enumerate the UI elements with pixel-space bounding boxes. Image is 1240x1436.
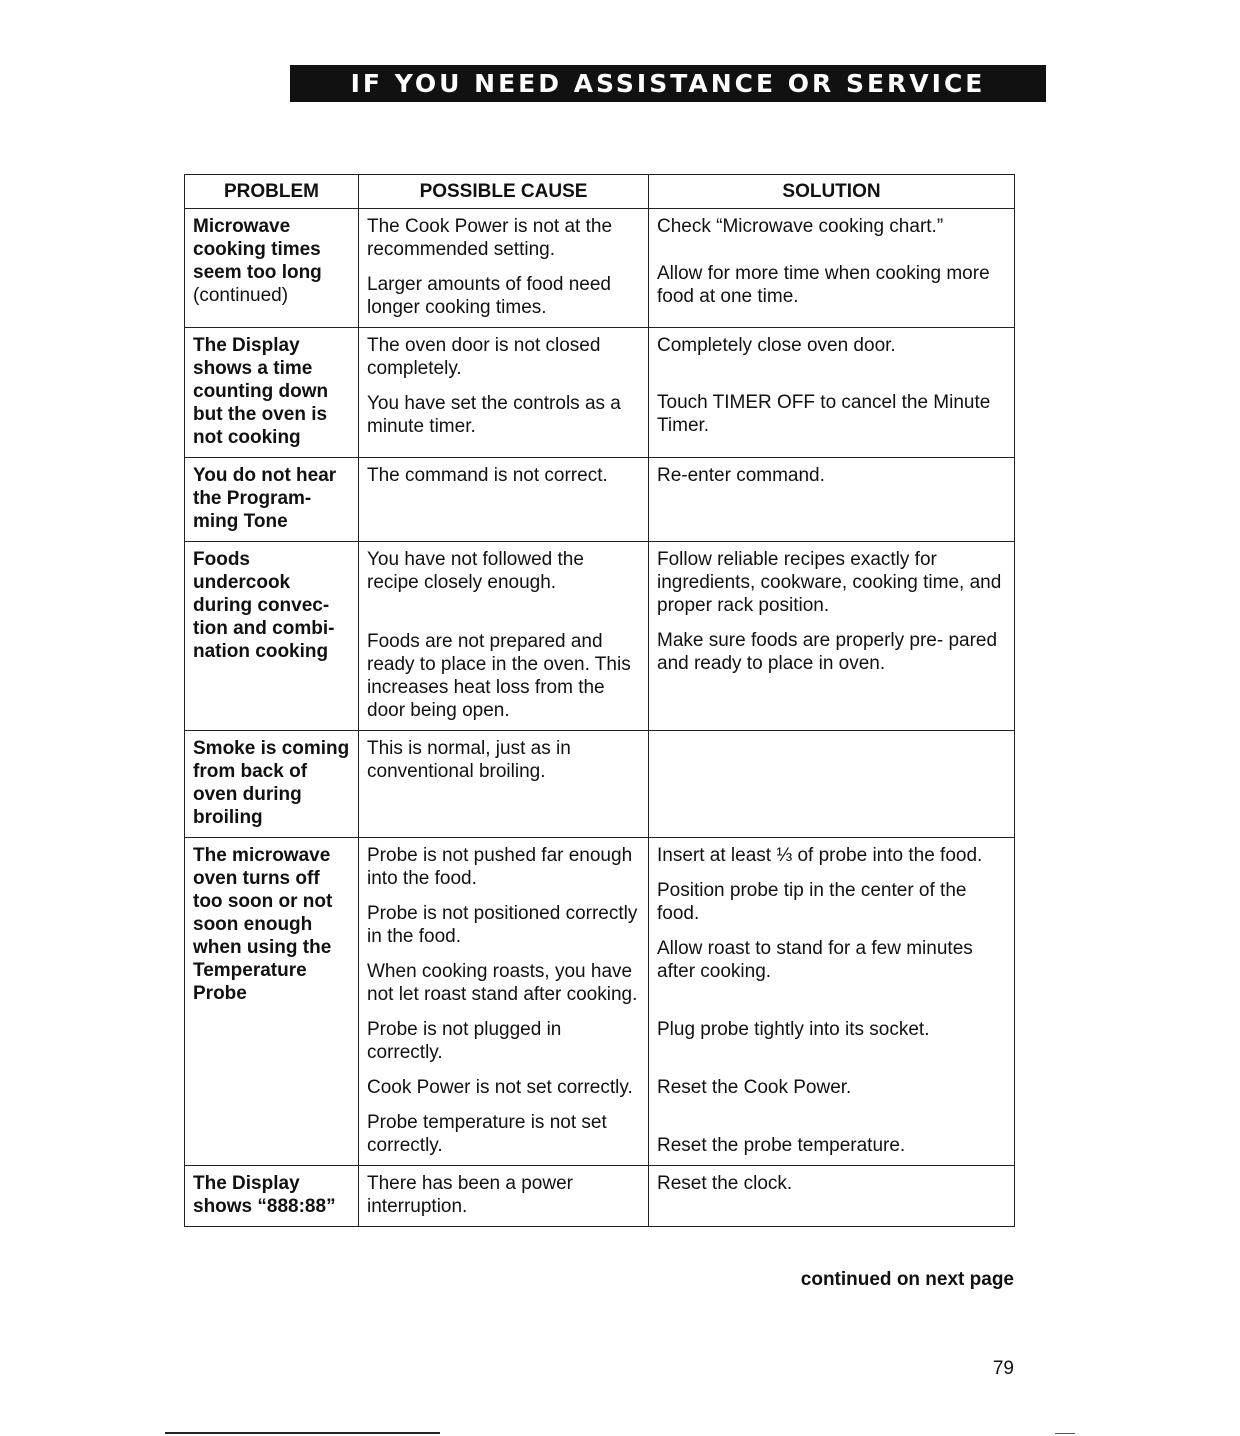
cause-text: Probe temperature is not set correctly. [367, 1112, 607, 1156]
column-header-problem: PROBLEM [185, 175, 359, 209]
cause-cell [359, 542, 649, 731]
footer-rule [165, 1432, 440, 1434]
problem-cell [185, 838, 359, 1166]
cause-cell [359, 328, 649, 458]
continued-note: continued on next page [800, 1269, 1014, 1290]
cause-text: Probe is not positioned correctly in the food. [367, 903, 638, 947]
problem-cell [185, 731, 359, 838]
solution-cell [649, 209, 1015, 328]
problem-text: You do not hear the Program- ming Tone [193, 465, 337, 532]
cause-text: You have not followed the recipe closely enough. [367, 549, 584, 593]
table-row [185, 458, 1015, 542]
problem-cell [185, 209, 359, 328]
cause-text: There has been a power interruption. [367, 1173, 573, 1217]
solution-cell [649, 731, 1015, 838]
solution-text: Reset the probe temperature. [657, 1135, 906, 1156]
cause-text: This is normal, just as in conventional broiling. [367, 738, 571, 782]
table-row [185, 838, 1015, 1166]
cause-text: The command is not correct. [367, 465, 608, 486]
problem-text: The Display shows “888:88” [193, 1173, 336, 1217]
cause-text: Probe is not pushed far enough into the food. [367, 845, 633, 889]
solution-cell [649, 1166, 1015, 1227]
cause-cell [359, 209, 649, 328]
column-header-solution: SOLUTION [649, 175, 1015, 209]
solution-text: Check “Microwave cooking chart.” [657, 216, 944, 237]
solution-text: Position probe tip in the center of the food. [657, 880, 967, 924]
table-row [185, 209, 1015, 328]
cause-cell [359, 838, 649, 1166]
cause-text: Cook Power is not set correctly. [367, 1077, 633, 1098]
cause-text: When cooking roasts, you have not let roast stand after cooking. [367, 961, 638, 1005]
table-row [185, 542, 1015, 731]
problem-text: The Display shows a time counting down but the oven is not cooking [193, 335, 329, 448]
problem-text: Microwave cooking times seem too long [193, 216, 322, 283]
cause-text: Foods are not prepared and ready to place in the oven. This increases heat loss from the door being open. [367, 631, 631, 721]
section-header-title: IF YOU NEED ASSISTANCE OR SERVICE [350, 69, 986, 98]
solution-text: Reset the clock. [657, 1173, 793, 1194]
cause-text: You have set the controls as a minute timer. [367, 393, 621, 437]
problem-text: Foods undercook during convec- tion and combi- nation cooking [193, 549, 335, 662]
problem-cell [185, 542, 359, 731]
solution-text: Allow for more time when cooking more food at one time. [657, 263, 990, 307]
solution-cell [649, 838, 1015, 1166]
problem-note: (continued) [193, 285, 289, 306]
footer-rule-mark [1055, 1433, 1075, 1434]
cause-cell [359, 458, 649, 542]
solution-text: Make sure foods are properly pre- pared and ready to place in oven. [657, 630, 998, 674]
solution-cell [649, 328, 1015, 458]
solution-cell [649, 458, 1015, 542]
troubleshooting-table [184, 174, 1015, 1227]
cause-text: The oven door is not closed completely. [367, 335, 601, 379]
solution-text: Allow roast to stand for a few minutes after cooking. [657, 938, 973, 982]
solution-text: Re-enter command. [657, 465, 825, 486]
cause-text: Larger amounts of food need longer cooking times. [367, 274, 612, 318]
problem-cell [185, 1166, 359, 1227]
page-number: 79 [992, 1358, 1014, 1379]
problem-text: Smoke is coming from back of oven during broiling [193, 738, 350, 828]
solution-text: Plug probe tightly into its socket. [657, 1019, 930, 1040]
table-header-row [185, 175, 1015, 209]
table-row [185, 1166, 1015, 1227]
section-header [290, 65, 1046, 102]
solution-text: Insert at least ⅓ of probe into the food. [657, 845, 983, 866]
solution-text: Completely close oven door. [657, 335, 896, 356]
cause-cell [359, 731, 649, 838]
table-row [185, 328, 1015, 458]
problem-cell [185, 328, 359, 458]
table-row [185, 731, 1015, 838]
cause-text: The Cook Power is not at the recommended setting. [367, 216, 613, 260]
solution-text: Touch TIMER OFF to cancel the Minute Timer. [657, 392, 991, 436]
problem-text: The microwave oven turns off too soon or not soon enough when using the Temperature Probe [193, 845, 333, 1004]
column-header-possible-cause: POSSIBLE CAUSE [359, 175, 649, 209]
solution-text: Reset the Cook Power. [657, 1077, 852, 1098]
cause-text: Probe is not plugged in correctly. [367, 1019, 562, 1063]
cause-cell [359, 1166, 649, 1227]
problem-cell [185, 458, 359, 542]
solution-cell [649, 542, 1015, 731]
solution-text: Follow reliable recipes exactly for ingredients, cookware, cooking time, and proper rack position. [657, 549, 1002, 616]
